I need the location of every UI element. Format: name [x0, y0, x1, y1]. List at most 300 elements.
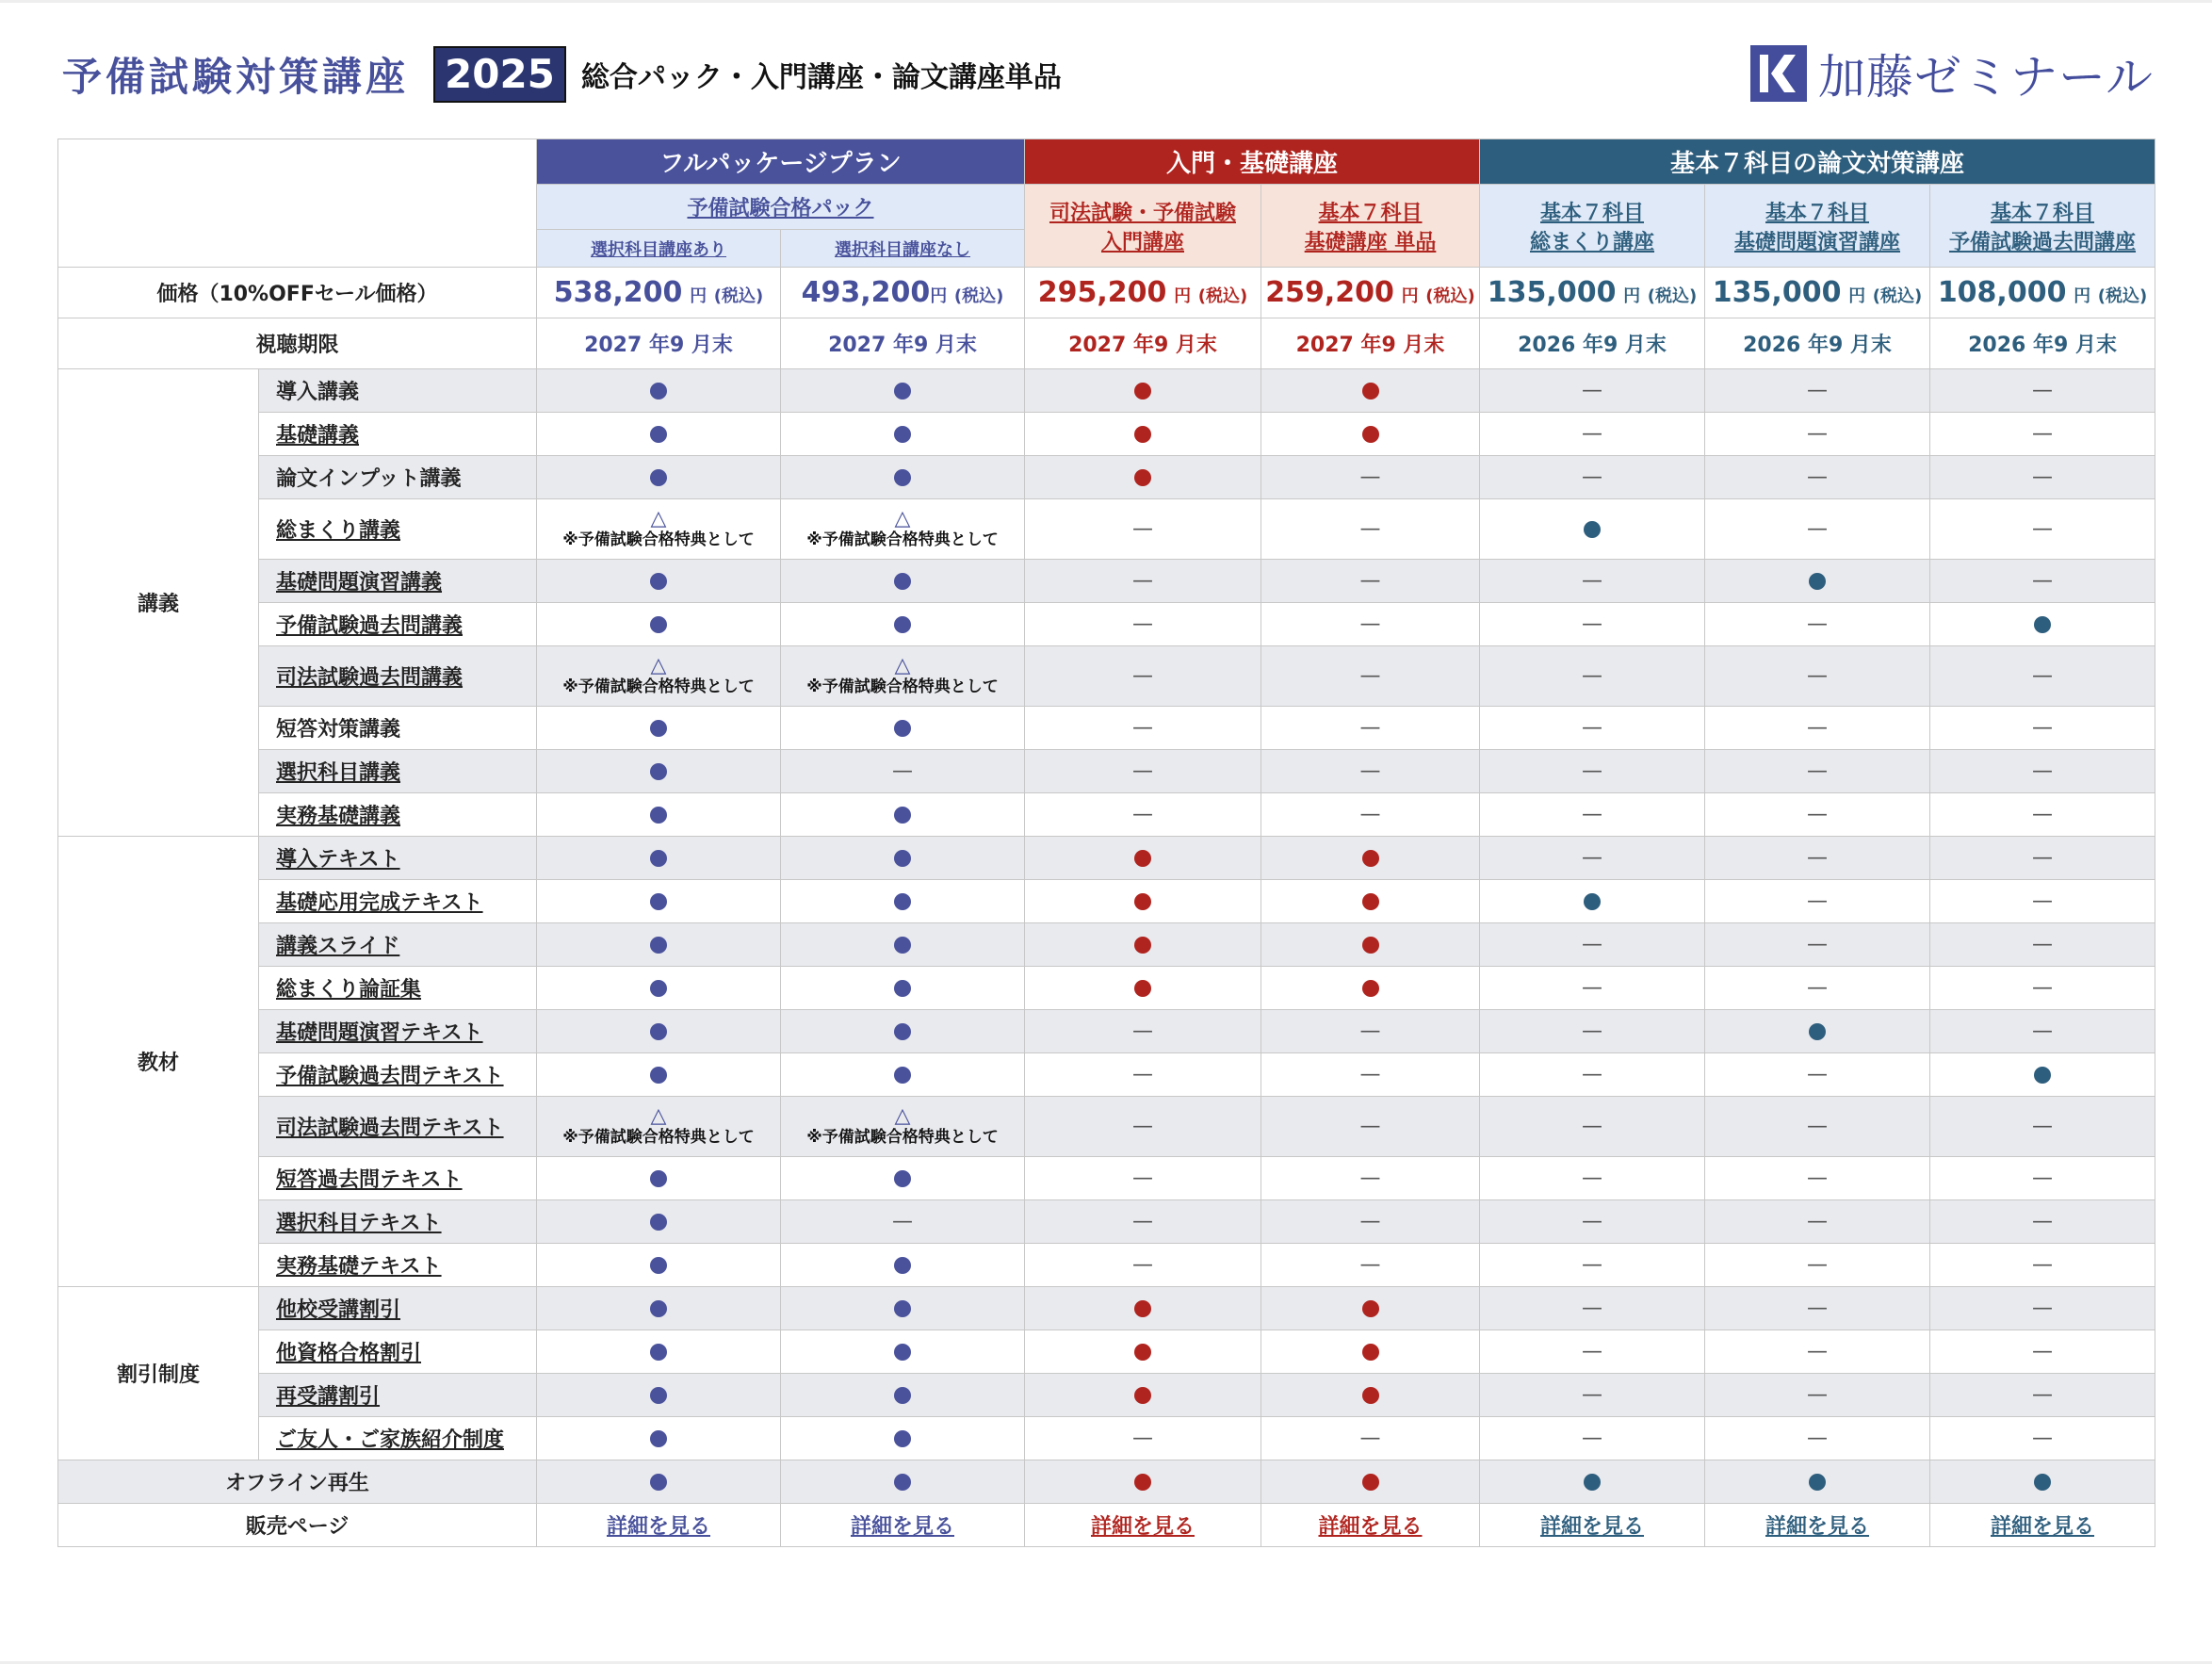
- feature-cell: [537, 1200, 781, 1244]
- not-included-dash: —: [2032, 976, 2054, 1000]
- feature-cell: [537, 1330, 781, 1374]
- included-dot-icon: [650, 1344, 667, 1361]
- table-row: [58, 603, 2155, 646]
- not-included-dash: —: [1359, 716, 1381, 740]
- feature-cell: [1930, 923, 2155, 967]
- not-included-dash: —: [1807, 465, 1829, 489]
- feature-cell: [1025, 1157, 1261, 1200]
- bonus-note: ※予備試験合格特典として: [806, 530, 999, 549]
- row-label-cell: [259, 1053, 537, 1097]
- not-included-dash: —: [1582, 1020, 1603, 1043]
- not-included-dash: —: [1132, 1020, 1153, 1043]
- pack-b-label: 選択科目講座なし: [835, 239, 970, 260]
- not-included-dash: —: [1582, 1063, 1603, 1086]
- not-included-dash: —: [2032, 465, 2054, 489]
- row-label[interactable]: ご友人・ご家族紹介制度: [276, 1428, 505, 1452]
- feature-cell: [537, 923, 781, 967]
- not-included-dash: —: [2032, 1115, 2054, 1138]
- feature-cell: [1480, 413, 1705, 456]
- feature-cell: [1705, 1097, 1930, 1157]
- feature-cell: [1025, 1200, 1261, 1244]
- feature-cell: [1930, 413, 2155, 456]
- included-dot-icon: [650, 763, 667, 780]
- feature-cell: [537, 1417, 781, 1460]
- feature-cell: [1930, 1097, 2155, 1157]
- details-link[interactable]: 詳細を見る: [606, 1515, 710, 1539]
- not-included-dash: —: [2032, 1340, 2054, 1363]
- included-dot-icon: [894, 893, 911, 910]
- feature-cell: [1025, 560, 1261, 603]
- not-included-dash: —: [1359, 1427, 1381, 1450]
- details-link[interactable]: 詳細を見る: [1540, 1515, 1645, 1539]
- feature-cell: [1261, 1374, 1480, 1417]
- feature-cell: [1705, 1330, 1930, 1374]
- brand-logo: [1750, 40, 2154, 107]
- row-label-cell: [259, 707, 537, 750]
- feature-cell: [1480, 1200, 1705, 1244]
- row-label[interactable]: 実務基礎講義: [276, 805, 401, 828]
- not-included-dash: —: [1582, 422, 1603, 446]
- row-label-cell: [259, 456, 537, 499]
- page-header: [62, 41, 1062, 107]
- table-row: [58, 1200, 2155, 1244]
- feature-cell: [1930, 1374, 2155, 1417]
- included-dot-icon: [650, 1257, 667, 1274]
- table-row: [58, 1244, 2155, 1287]
- period-value: 2027 年9 月末: [1025, 318, 1261, 369]
- feature-cell: [1480, 456, 1705, 499]
- details-link[interactable]: 詳細を見る: [1090, 1515, 1195, 1539]
- row-label[interactable]: 司法試験過去問テキスト: [276, 1117, 504, 1140]
- triangle-icon: △: [894, 1103, 911, 1128]
- row-label[interactable]: 基礎応用完成テキスト: [276, 891, 483, 915]
- price-value: 538,200: [553, 276, 683, 309]
- feature-cell: [1480, 880, 1705, 923]
- feature-cell: [1705, 560, 1930, 603]
- bonus-note: ※予備試験合格特典として: [562, 1127, 755, 1147]
- included-dot-icon: [1134, 426, 1151, 443]
- not-included-dash: —: [1582, 1253, 1603, 1277]
- included-dot-icon: [1134, 1474, 1151, 1491]
- feature-cell: [1261, 560, 1480, 603]
- feature-cell: [781, 967, 1025, 1010]
- feature-cell: [1261, 413, 1480, 456]
- not-included-dash: —: [1807, 1427, 1829, 1450]
- feature-cell: [1705, 1244, 1930, 1287]
- row-label-cell: [259, 1374, 537, 1417]
- feature-cell: [537, 646, 781, 707]
- feature-cell: [781, 880, 1025, 923]
- price-value: 135,000: [1712, 276, 1842, 309]
- included-dot-icon: [894, 1300, 911, 1317]
- price-value: 493,200: [801, 276, 931, 309]
- kakomon-course-link[interactable]: [1930, 185, 2155, 268]
- included-dot-icon: [1134, 937, 1151, 954]
- included-dot-icon: [894, 573, 911, 590]
- feature-cell: [1930, 1157, 2155, 1200]
- not-included-dash: —: [1582, 1115, 1603, 1138]
- not-included-dash: —: [1582, 1340, 1603, 1363]
- feature-cell: [537, 369, 781, 413]
- included-dot-icon: [894, 1430, 911, 1447]
- not-included-dash: —: [1807, 1115, 1829, 1138]
- table-row: [58, 793, 2155, 837]
- kakomon-line2: 予備試験過去問講座: [1949, 230, 2137, 254]
- row-label[interactable]: 予備試験過去問講義: [276, 614, 464, 638]
- row-label-cell: [259, 646, 537, 707]
- table-row: [58, 1417, 2155, 1460]
- included-dot-icon: [650, 850, 667, 867]
- feature-cell: [537, 560, 781, 603]
- basic-course-line1: 基本７科目: [1318, 201, 1423, 225]
- sales-cell: [781, 1504, 1025, 1547]
- pack-a-link[interactable]: [537, 230, 781, 268]
- triangle-icon: △: [650, 1103, 667, 1128]
- feature-cell: [1025, 1097, 1261, 1157]
- top-divider: [0, 0, 2212, 3]
- band-intro: 入門・基礎講座: [1025, 139, 1480, 185]
- row-label-cell: [259, 1157, 537, 1200]
- yen-label: 円: [1174, 286, 1192, 306]
- row-label[interactable]: 再受講割引: [276, 1385, 381, 1409]
- feature-cell: [1025, 967, 1261, 1010]
- bonus-note: ※予備試験合格特典として: [562, 677, 755, 696]
- not-included-dash: —: [1582, 846, 1603, 870]
- category-label: 割引制度: [58, 1287, 259, 1460]
- included-dot-icon: [1134, 469, 1151, 486]
- feature-cell: [1480, 923, 1705, 967]
- feature-cell: [1930, 1460, 2155, 1504]
- not-included-dash: —: [1807, 664, 1829, 688]
- feature-cell: [1705, 646, 1930, 707]
- sales-cell: [1025, 1504, 1261, 1547]
- feature-cell: [1261, 880, 1480, 923]
- triangle-icon: △: [894, 653, 911, 677]
- included-dot-icon: [650, 616, 667, 633]
- price-cell: [1930, 268, 2155, 318]
- price-row: [58, 268, 2155, 318]
- feature-cell: [1025, 1330, 1261, 1374]
- enshu-line2: 基礎問題演習講座: [1734, 230, 1901, 254]
- feature-cell: [1480, 1460, 1705, 1504]
- not-included-dash: —: [892, 1210, 913, 1233]
- not-included-dash: —: [1132, 1166, 1153, 1190]
- sales-cell: [1261, 1504, 1480, 1547]
- row-label-cell: [259, 560, 537, 603]
- table-row: [58, 646, 2155, 707]
- not-included-dash: —: [1582, 569, 1603, 593]
- feature-cell: [781, 923, 1025, 967]
- feature-cell: [1705, 1417, 1930, 1460]
- feature-cell: [1261, 1330, 1480, 1374]
- included-dot-icon: [650, 469, 667, 486]
- feature-cell: [1261, 1053, 1480, 1097]
- pack-name-link[interactable]: [537, 185, 1025, 230]
- feature-cell: [781, 1010, 1025, 1053]
- not-included-dash: —: [2032, 889, 2054, 913]
- not-included-dash: —: [2032, 569, 2054, 593]
- included-dot-icon: [894, 1257, 911, 1274]
- included-dot-icon: [1362, 1474, 1379, 1491]
- row-label[interactable]: 基礎講義: [276, 424, 360, 448]
- details-link[interactable]: 詳細を見る: [1765, 1515, 1870, 1539]
- included-dot-icon: [894, 469, 911, 486]
- included-dot-icon: [1584, 521, 1601, 538]
- feature-cell: [1261, 1200, 1480, 1244]
- included-dot-icon: [1134, 1387, 1151, 1404]
- included-dot-icon: [1362, 850, 1379, 867]
- details-link[interactable]: 詳細を見る: [850, 1515, 954, 1539]
- row-label[interactable]: 選択科目講義: [276, 761, 401, 785]
- feature-cell: [537, 1157, 781, 1200]
- included-dot-icon: [650, 807, 667, 824]
- pack-b-link[interactable]: [781, 230, 1025, 268]
- included-dot-icon: [1362, 426, 1379, 443]
- included-dot-icon: [894, 1023, 911, 1040]
- not-included-dash: —: [1359, 1115, 1381, 1138]
- feature-cell: [1025, 837, 1261, 880]
- feature-cell: [537, 1244, 781, 1287]
- not-included-dash: —: [1359, 803, 1381, 826]
- feature-cell: [1480, 1053, 1705, 1097]
- feature-cell: [1930, 750, 2155, 793]
- row-label-cell: [259, 1417, 537, 1460]
- not-included-dash: —: [1582, 1166, 1603, 1190]
- tax-label: (税込): [2097, 286, 2148, 306]
- price-cell: [781, 268, 1025, 318]
- feature-cell: [1930, 1244, 2155, 1287]
- not-included-dash: —: [2032, 517, 2054, 541]
- row-label[interactable]: 他校受講割引: [276, 1298, 401, 1322]
- not-included-dash: —: [1132, 612, 1153, 636]
- bonus-note: ※予備試験合格特典として: [806, 677, 999, 696]
- included-dot-icon: [894, 1387, 911, 1404]
- not-included-dash: —: [2032, 1166, 2054, 1190]
- details-link[interactable]: 詳細を見る: [1991, 1515, 2095, 1539]
- sales-cell: [1480, 1504, 1705, 1547]
- not-included-dash: —: [1132, 517, 1153, 541]
- feature-cell: [1261, 837, 1480, 880]
- row-label[interactable]: 予備試験過去問テキスト: [276, 1065, 504, 1088]
- not-included-dash: —: [2032, 759, 2054, 783]
- feature-cell: [781, 603, 1025, 646]
- not-included-dash: —: [1582, 759, 1603, 783]
- row-label[interactable]: 実務基礎テキスト: [276, 1255, 442, 1279]
- period-value: 2026 年9 月末: [1480, 318, 1705, 369]
- feature-cell: [1705, 1010, 1930, 1053]
- feature-cell: [1025, 707, 1261, 750]
- included-dot-icon: [1809, 1474, 1826, 1491]
- logo-icon: [1750, 45, 1807, 102]
- row-label[interactable]: 導入テキスト: [276, 848, 400, 872]
- tax-label: (税込): [1425, 286, 1475, 306]
- intro-course-link[interactable]: [1025, 185, 1261, 268]
- feature-cell: [1705, 967, 1930, 1010]
- row-label-cell: [259, 603, 537, 646]
- offline-row: [58, 1460, 2155, 1504]
- feature-cell: [537, 1010, 781, 1053]
- feature-cell: [781, 456, 1025, 499]
- row-label-cell: [259, 1097, 537, 1157]
- feature-cell: [537, 793, 781, 837]
- feature-cell: [1025, 1010, 1261, 1053]
- not-included-dash: —: [1132, 1253, 1153, 1277]
- included-dot-icon: [894, 1474, 911, 1491]
- feature-cell: [1480, 1417, 1705, 1460]
- included-dot-icon: [2034, 616, 2051, 633]
- not-included-dash: —: [1132, 1115, 1153, 1138]
- feature-cell: [781, 1244, 1025, 1287]
- feature-cell: [1930, 1417, 2155, 1460]
- row-label-cell: [259, 750, 537, 793]
- feature-cell: [1480, 369, 1705, 413]
- price-value: 295,200: [1037, 276, 1167, 309]
- row-label: 論文インプット講義: [276, 467, 462, 491]
- page-subtitle: 総合パック・入門講座・論文講座単品: [580, 61, 1062, 94]
- included-dot-icon: [894, 807, 911, 824]
- not-included-dash: —: [1359, 612, 1381, 636]
- row-label[interactable]: 他資格合格割引: [276, 1342, 422, 1365]
- feature-cell: [781, 646, 1025, 707]
- row-label: 導入講義: [276, 381, 360, 404]
- soumakuri-course-link[interactable]: [1480, 185, 1705, 268]
- row-label[interactable]: 総まくり論証集: [276, 978, 422, 1002]
- included-dot-icon: [1134, 1300, 1151, 1317]
- feature-cell: [1930, 1287, 2155, 1330]
- not-included-dash: —: [1582, 379, 1603, 402]
- not-included-dash: —: [1807, 1297, 1829, 1320]
- included-dot-icon: [1134, 1344, 1151, 1361]
- not-included-dash: —: [1582, 1210, 1603, 1233]
- sales-cell: [1705, 1504, 1930, 1547]
- included-dot-icon: [894, 1344, 911, 1361]
- basic-course-line2: 基礎講座 単品: [1304, 230, 1437, 254]
- feature-cell: [1025, 603, 1261, 646]
- enshu-course-link[interactable]: [1705, 185, 1930, 268]
- table-row: [58, 369, 2155, 413]
- included-dot-icon: [650, 383, 667, 400]
- soumakuri-line1: 基本７科目: [1540, 201, 1645, 225]
- feature-cell: [537, 750, 781, 793]
- included-dot-icon: [1362, 1344, 1379, 1361]
- row-label[interactable]: 選択科目テキスト: [276, 1212, 442, 1235]
- row-label-cell: [259, 923, 537, 967]
- yen-label: 円: [1623, 286, 1641, 306]
- basic-course-link[interactable]: [1261, 185, 1480, 268]
- band-full-package: フルパッケージプラン: [537, 139, 1025, 185]
- feature-cell: [781, 1053, 1025, 1097]
- row-label[interactable]: 基礎問題演習テキスト: [276, 1021, 483, 1045]
- row-label[interactable]: 司法試験過去問講義: [276, 666, 464, 690]
- feature-cell: [1261, 369, 1480, 413]
- feature-cell: [1025, 369, 1261, 413]
- price-cell: [537, 268, 781, 318]
- feature-cell: [537, 1374, 781, 1417]
- feature-cell: [1930, 707, 2155, 750]
- not-included-dash: —: [1582, 976, 1603, 1000]
- included-dot-icon: [894, 980, 911, 997]
- included-dot-icon: [894, 1067, 911, 1084]
- feature-cell: [1261, 499, 1480, 560]
- not-included-dash: —: [2032, 379, 2054, 402]
- soumakuri-line2: 総まくり講座: [1530, 230, 1655, 254]
- not-included-dash: —: [1807, 1063, 1829, 1086]
- feature-cell: [1480, 560, 1705, 603]
- not-included-dash: —: [2032, 1020, 2054, 1043]
- feature-cell: [1705, 837, 1930, 880]
- not-included-dash: —: [1132, 569, 1153, 593]
- comparison-table: [57, 139, 2155, 1547]
- included-dot-icon: [650, 1067, 667, 1084]
- feature-cell: [1930, 967, 2155, 1010]
- row-label[interactable]: 短答過去問テキスト: [276, 1168, 463, 1192]
- triangle-icon: △: [650, 506, 667, 530]
- table-row: [58, 1374, 2155, 1417]
- not-included-dash: —: [1807, 889, 1829, 913]
- included-dot-icon: [894, 383, 911, 400]
- feature-cell: [781, 499, 1025, 560]
- feature-cell: [537, 603, 781, 646]
- feature-cell: [1261, 603, 1480, 646]
- included-dot-icon: [1362, 383, 1379, 400]
- feature-cell: [1480, 499, 1705, 560]
- feature-cell: [1025, 413, 1261, 456]
- included-dot-icon: [650, 1430, 667, 1447]
- included-dot-icon: [650, 1170, 667, 1187]
- feature-cell: [1930, 1200, 2155, 1244]
- feature-cell: [1705, 1287, 1930, 1330]
- feature-cell: [1261, 967, 1480, 1010]
- not-included-dash: —: [1359, 1210, 1381, 1233]
- feature-cell: [1025, 1053, 1261, 1097]
- feature-cell: [1480, 1097, 1705, 1157]
- row-label-cell: [259, 1200, 537, 1244]
- logo-text: 加藤ゼミナール: [1818, 50, 2154, 105]
- yen-label: 円: [930, 286, 948, 306]
- feature-cell: [1261, 1157, 1480, 1200]
- sales-row: [58, 1504, 2155, 1547]
- row-label-cell: [259, 369, 537, 413]
- feature-cell: [1480, 603, 1705, 646]
- included-dot-icon: [1134, 850, 1151, 867]
- feature-cell: [1025, 1417, 1261, 1460]
- table-row: [58, 560, 2155, 603]
- yen-label: 円: [2074, 286, 2091, 306]
- not-included-dash: —: [1132, 1063, 1153, 1086]
- feature-cell: [1705, 1200, 1930, 1244]
- not-included-dash: —: [1807, 1253, 1829, 1277]
- included-dot-icon: [650, 1387, 667, 1404]
- not-included-dash: —: [1807, 1210, 1829, 1233]
- feature-cell: [537, 413, 781, 456]
- row-label[interactable]: 基礎問題演習講義: [276, 571, 443, 595]
- feature-cell: [781, 707, 1025, 750]
- included-dot-icon: [650, 1214, 667, 1231]
- included-dot-icon: [1362, 1387, 1379, 1404]
- feature-cell: [1930, 646, 2155, 707]
- details-link[interactable]: 詳細を見る: [1318, 1515, 1423, 1539]
- feature-cell: [1261, 1010, 1480, 1053]
- included-dot-icon: [894, 616, 911, 633]
- included-dot-icon: [650, 1300, 667, 1317]
- feature-cell: [1025, 456, 1261, 499]
- row-label[interactable]: 総まくり講義: [276, 519, 401, 543]
- feature-cell: [537, 707, 781, 750]
- tax-label: (税込): [713, 286, 764, 306]
- not-included-dash: —: [1359, 517, 1381, 541]
- feature-cell: [781, 1374, 1025, 1417]
- row-label[interactable]: 講義スライド: [276, 935, 400, 958]
